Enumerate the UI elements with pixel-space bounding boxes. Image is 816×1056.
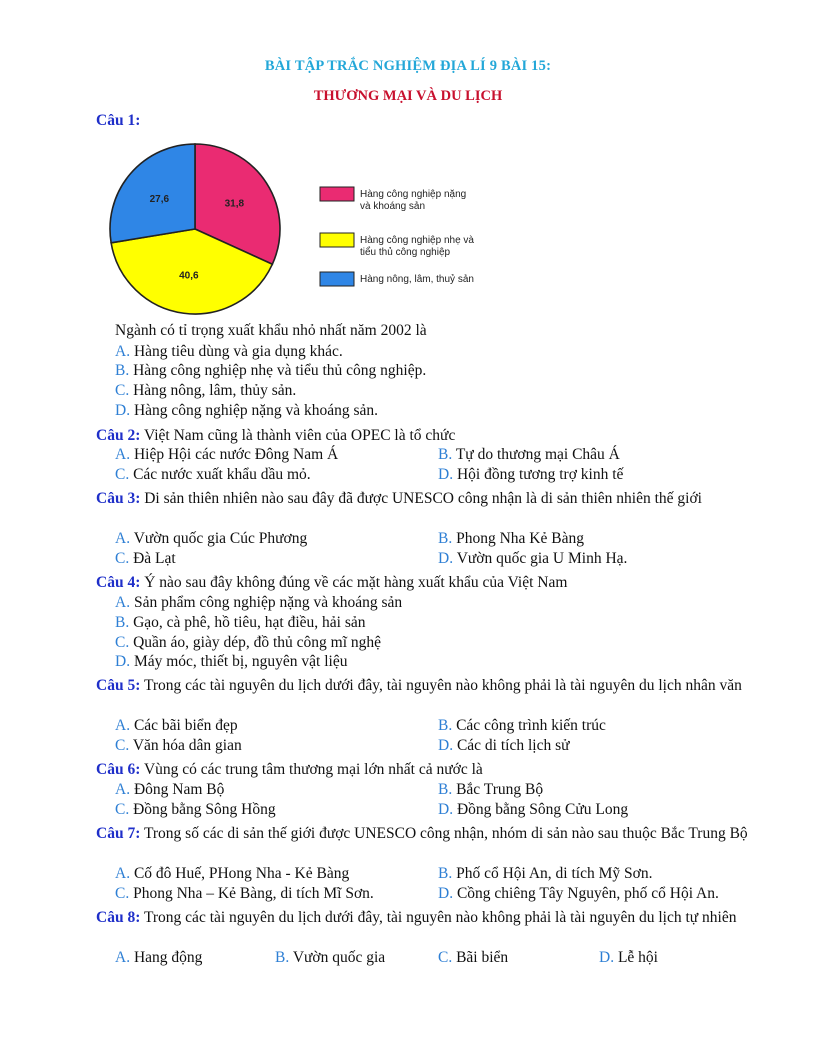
question-stem-6: Vùng có các trung tâm thương mại lớn nhất cả nước là [143,761,483,778]
option-letter: A. [115,717,131,734]
option-text: Văn hóa dân gian [132,737,242,754]
question-stem-1: Ngành có tỉ trọng xuất khẩu nhỏ nhất năm 2002 là [115,322,427,339]
q1-option-c[interactable] [115,381,296,400]
q7-option-d[interactable] [438,884,719,903]
option-letter: D. [115,402,131,419]
q2-option-b[interactable] [438,445,620,464]
option-text: Vườn quốc gia [292,949,386,966]
option-letter: D. [438,550,454,567]
option-letter: A. [115,594,131,611]
pie-value-label-2: 27,6 [149,193,170,205]
question-number-7: Câu 7: [96,825,141,842]
legend-label-0-line-1: và khoáng sản [360,201,426,212]
q6-option-d[interactable] [438,800,628,819]
option-text: Phong Nha – Kẻ Bàng, di tích Mĩ Sơn. [133,885,374,902]
option-text: Sản phẩm công nghiệp nặng và khoáng sản [133,594,403,611]
q4-option-b[interactable] [115,613,366,632]
option-letter: C. [115,382,130,399]
question-stem-5: Trong các tài nguyên du lịch dưới đây, tài nguyên nào không phải là tài nguyên du lịch nhân văn [143,677,742,694]
question-number-6: Câu 6: [96,761,141,778]
q2-option-c[interactable] [115,465,311,484]
option-text: Tự do thương mại Châu Á [455,446,620,463]
pie-value-label-0: 31,8 [224,198,245,210]
option-text: Phong Nha Kẻ Bàng [456,530,584,547]
option-text: Hội đồng tương trợ kinh tế [456,466,624,483]
pie-value-label-1: 40,6 [179,270,199,282]
option-letter: A. [115,530,131,547]
option-text: Hàng công nghiệp nặng và khoáng sản. [133,402,379,419]
option-letter: C. [115,885,130,902]
option-letter: A. [115,949,131,966]
legend-label-0-line-0: Hàng công nghiệp nặng [360,189,467,200]
question-number-4: Câu 4: [96,574,141,591]
q1-option-b[interactable] [115,361,426,380]
q5-option-d[interactable] [438,736,570,755]
q4-option-d[interactable] [115,652,347,671]
question-4 [96,573,756,592]
option-letter: B. [438,865,453,882]
option-letter: B. [438,530,453,547]
option-text: Hiệp Hội các nước Đông Nam Á [133,446,339,463]
question-5 [96,676,756,695]
q8-option-b[interactable] [275,948,385,967]
legend-swatch-2 [320,272,354,286]
q7-option-b[interactable] [438,864,652,883]
question-number-8: Câu 8: [96,909,141,926]
question-number-2: Câu 2: [96,427,141,444]
option-letter: D. [438,801,454,818]
option-text: Hàng tiêu dùng và gia dụng khác. [133,343,343,360]
option-letter: A. [115,446,131,463]
option-text: Các nước xuất khẩu dầu mỏ. [133,466,311,483]
option-letter: B. [115,614,130,631]
option-text: Bắc Trung Bộ [456,781,544,798]
option-text: Cố đô Huế, PHong Nha - Kẻ Bàng [133,865,350,882]
legend-label-1-line-1: tiểu thủ công nghiệp [360,247,451,258]
q8-option-a[interactable] [115,948,202,967]
q7-option-a[interactable] [115,864,349,883]
option-text: Cồng chiêng Tây Nguyên, phố cổ Hội An. [456,885,719,902]
option-letter: C. [438,949,453,966]
option-letter: B. [438,717,453,734]
page-title: BÀI TẬP TRẮC NGHIỆM ĐỊA LÍ 9 BÀI 15: [264,58,552,74]
question-7 [96,824,756,843]
legend-label-2-line-0: Hàng nông, lâm, thuỷ sản [360,274,474,285]
option-letter: A. [115,865,131,882]
question-number-1: Câu 1: [96,112,141,129]
option-text: Hang động [133,949,203,966]
legend-swatch-1 [320,233,354,247]
option-letter: C. [115,737,130,754]
q4-option-a[interactable] [115,593,402,612]
option-letter: B. [438,446,453,463]
option-text: Gạo, cà phê, hồ tiêu, hạt điều, hải sản [133,614,366,631]
legend-swatch-0 [320,187,354,201]
q1-option-d[interactable] [115,401,378,420]
option-text: Hàng công nghiệp nhẹ và tiểu thủ công nghiệp. [133,362,427,379]
option-text: Vườn quốc gia Cúc Phương [133,530,308,547]
option-text: Phố cổ Hội An, di tích Mỹ Sơn. [456,865,653,882]
option-letter: D. [115,653,131,670]
export-pie-chart [108,133,488,323]
q6-option-a[interactable] [115,780,224,799]
option-text: Lễ hội [617,949,658,966]
option-text: Hàng nông, lâm, thủy sản. [133,382,297,399]
option-letter: B. [275,949,290,966]
question-stem-3: Di sản thiên nhiên nào sau đây đã được UNESCO công nhận là di sản thiên nhiên thế giới [144,490,702,507]
option-letter: D. [438,885,454,902]
option-text: Đồng bằng Sông Cửu Long [456,801,629,818]
pie-chart-svg [108,133,488,323]
question-number-3: Câu 3: [96,490,141,507]
question-stem-8: Trong các tài nguyên du lịch dưới đây, tài nguyên nào không phải là tài nguyên du lịch tự nhiên [143,909,737,926]
option-text: Máy móc, thiết bị, nguyên vật liệu [133,653,348,670]
question-3 [96,489,756,508]
q6-option-c[interactable] [115,800,276,819]
option-letter: A. [115,781,131,798]
option-text: Quần áo, giày dép, đồ thủ công mĩ nghệ [133,634,382,651]
q3-option-a[interactable] [115,529,307,548]
question-stem-2: Việt Nam cũng là thành viên của OPEC là tổ chức [143,427,456,444]
q4-option-c[interactable] [115,633,381,652]
q1-option-a[interactable] [115,342,343,361]
question-stem-7: Trong số các di sản thế giới được UNESCO công nhận, nhóm di sản nào sau thuộc Bắc Trung Bộ [143,825,748,842]
option-text: Đà Lạt [133,550,176,567]
option-text: Các bãi biển đẹp [133,717,238,734]
q3-option-b[interactable] [438,529,584,548]
option-text: Đông Nam Bộ [133,781,225,798]
q3-option-c[interactable] [115,549,176,568]
option-text: Các di tích lịch sử [456,737,570,754]
question-8 [96,908,756,927]
page-subtitle: THƯƠNG MẠI VÀ DU LỊCH [313,88,503,104]
q2-option-d[interactable] [438,465,623,484]
q5-option-a[interactable] [115,716,238,735]
q8-option-d[interactable] [599,948,658,967]
option-text: Đồng bằng Sông Hồng [133,801,276,818]
option-letter: C. [115,634,130,651]
q3-option-d[interactable] [438,549,627,568]
option-text: Bãi biển [456,949,509,966]
question-number-5: Câu 5: [96,677,141,694]
option-letter: C. [115,801,130,818]
option-letter: C. [115,550,130,567]
question-6 [96,760,756,779]
q8-option-c[interactable] [438,948,508,967]
question-2 [96,426,756,445]
q2-option-a[interactable] [115,445,338,464]
option-letter: B. [115,362,130,379]
option-text: Vườn quốc gia U Minh Hạ. [456,550,628,567]
option-letter: B. [438,781,453,798]
option-text: Các công trình kiến trúc [456,717,606,734]
q5-option-b[interactable] [438,716,606,735]
option-letter: A. [115,343,131,360]
option-letter: D. [438,466,454,483]
option-letter: C. [115,466,130,483]
legend-label-1-line-0: Hàng công nghiệp nhẹ và [360,235,474,246]
q6-option-b[interactable] [438,780,543,799]
q7-option-c[interactable] [115,884,374,903]
option-letter: D. [438,737,454,754]
option-letter: D. [599,949,615,966]
question-stem-4: Ý nào sau đây không đúng về các mặt hàng xuất khẩu của Việt Nam [144,574,568,591]
q5-option-c[interactable] [115,736,242,755]
